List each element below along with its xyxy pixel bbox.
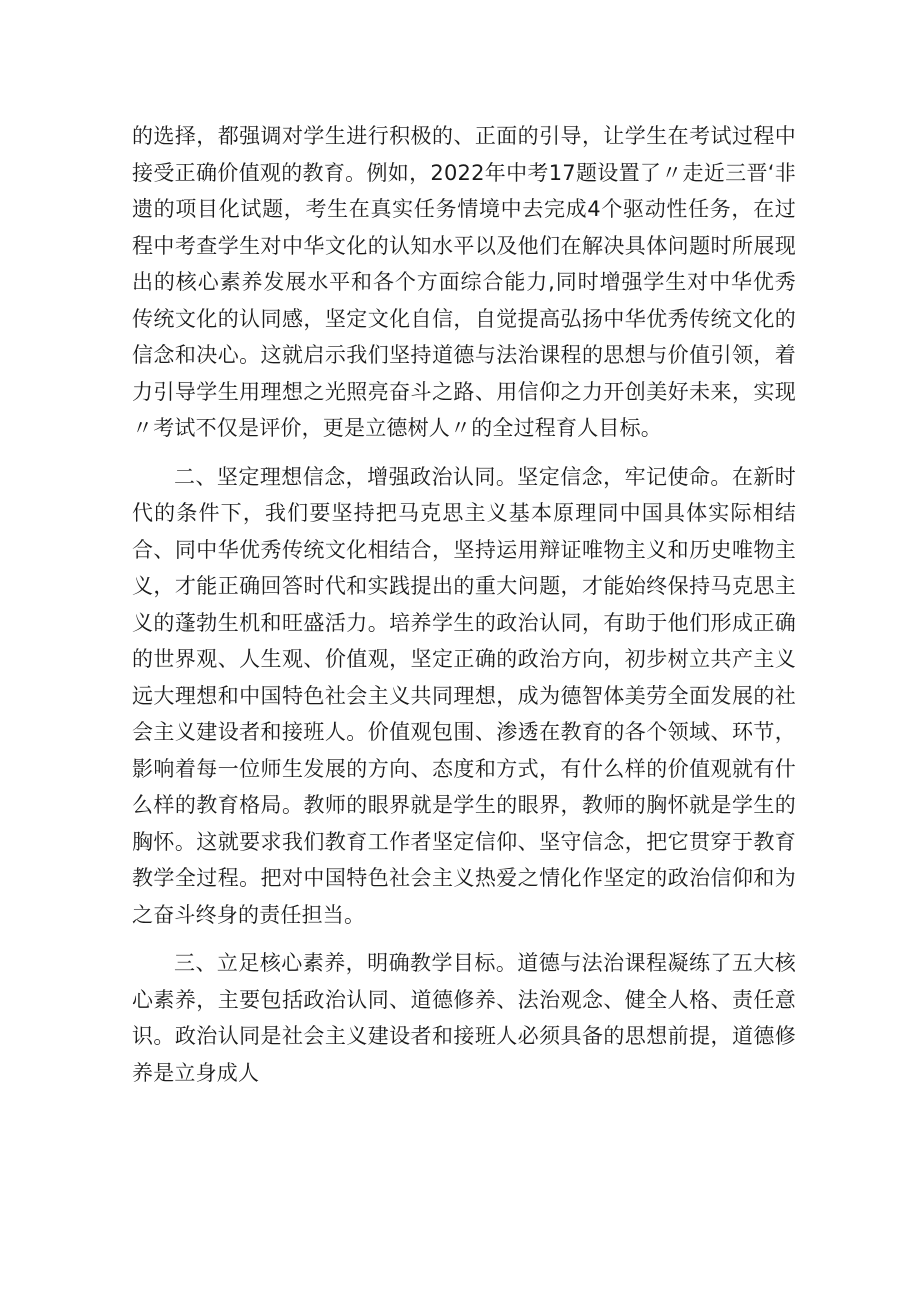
paragraph-section-three: 三、立足核心素养，明确教学目标。道德与法治课程凝练了五大核心素养，主要包括政治认同、道德修养、法治观念、健全人格、责任意识。政治认同是社会主义建设者和接班人必须具备的思想前提，道德修养是立身成人 xyxy=(132,951,796,1085)
paragraph-continuation: 的选择，都强调对学生进行积极的、正面的引导，让学生在考试过程中接受正确价值观的教育。例如，2022年中考17题设置了〃走近三晋‘非遗的项目化试题，考生在真实任务情境中去完成4个驱动性任务，在过程中考查学生对中华文化的认知水平以及他们在解决具体问题时所展现出的核心素养发展水平和各个方面综合能力,同时增强学生对中华优秀传统文化的认同感，坚定文化自信，自觉提高弘扬中华优秀传统文化的信念和决心。这就启示我们坚持道德与法治课程的思想与价值引领，着力引导学生用理想之光照亮奋斗之路、用信仰之力开创美好未来，实现〃考试不仅是评价，更是立德树人〃的全过程育人目标。 xyxy=(132,124,796,440)
document-body xyxy=(132,118,796,1103)
paragraph-section-two: 二、坚定理想信念，增强政治认同。坚定信念，牢记使命。在新时代的条件下，我们要坚持把马克思主义基本原理同中国具体实际相结合、同中华优秀传统文化相结合，坚持运用辩证唯物主义和历史唯物主义，才能正确回答时代和实践提出的重大问题，才能始终保持马克思主义的蓬勃生机和旺盛活力。培养学生的政治认同，有助于他们形成正确的世界观、人生观、价值观，坚定正确的政治方向，初步树立共产主义远大理想和中国特色社会主义共同理想，成为德智体美劳全面发展的社会主义建设者和接班人。价值观包围、渗透在教育的各个领域、环节，影响着每一位师生发展的方向、态度和方式，有什么样的价值观就有什么样的教育格局。教师的眼界就是学生的眼界，教师的胸怀就是学生的胸怀。这就要求我们教育工作者坚定信仰、坚守信念，把它贯穿于教育教学全过程。把对中国特色社会主义热爱之情化作坚定的政治信仰和为之奋斗终身的责任担当。 xyxy=(132,464,796,927)
